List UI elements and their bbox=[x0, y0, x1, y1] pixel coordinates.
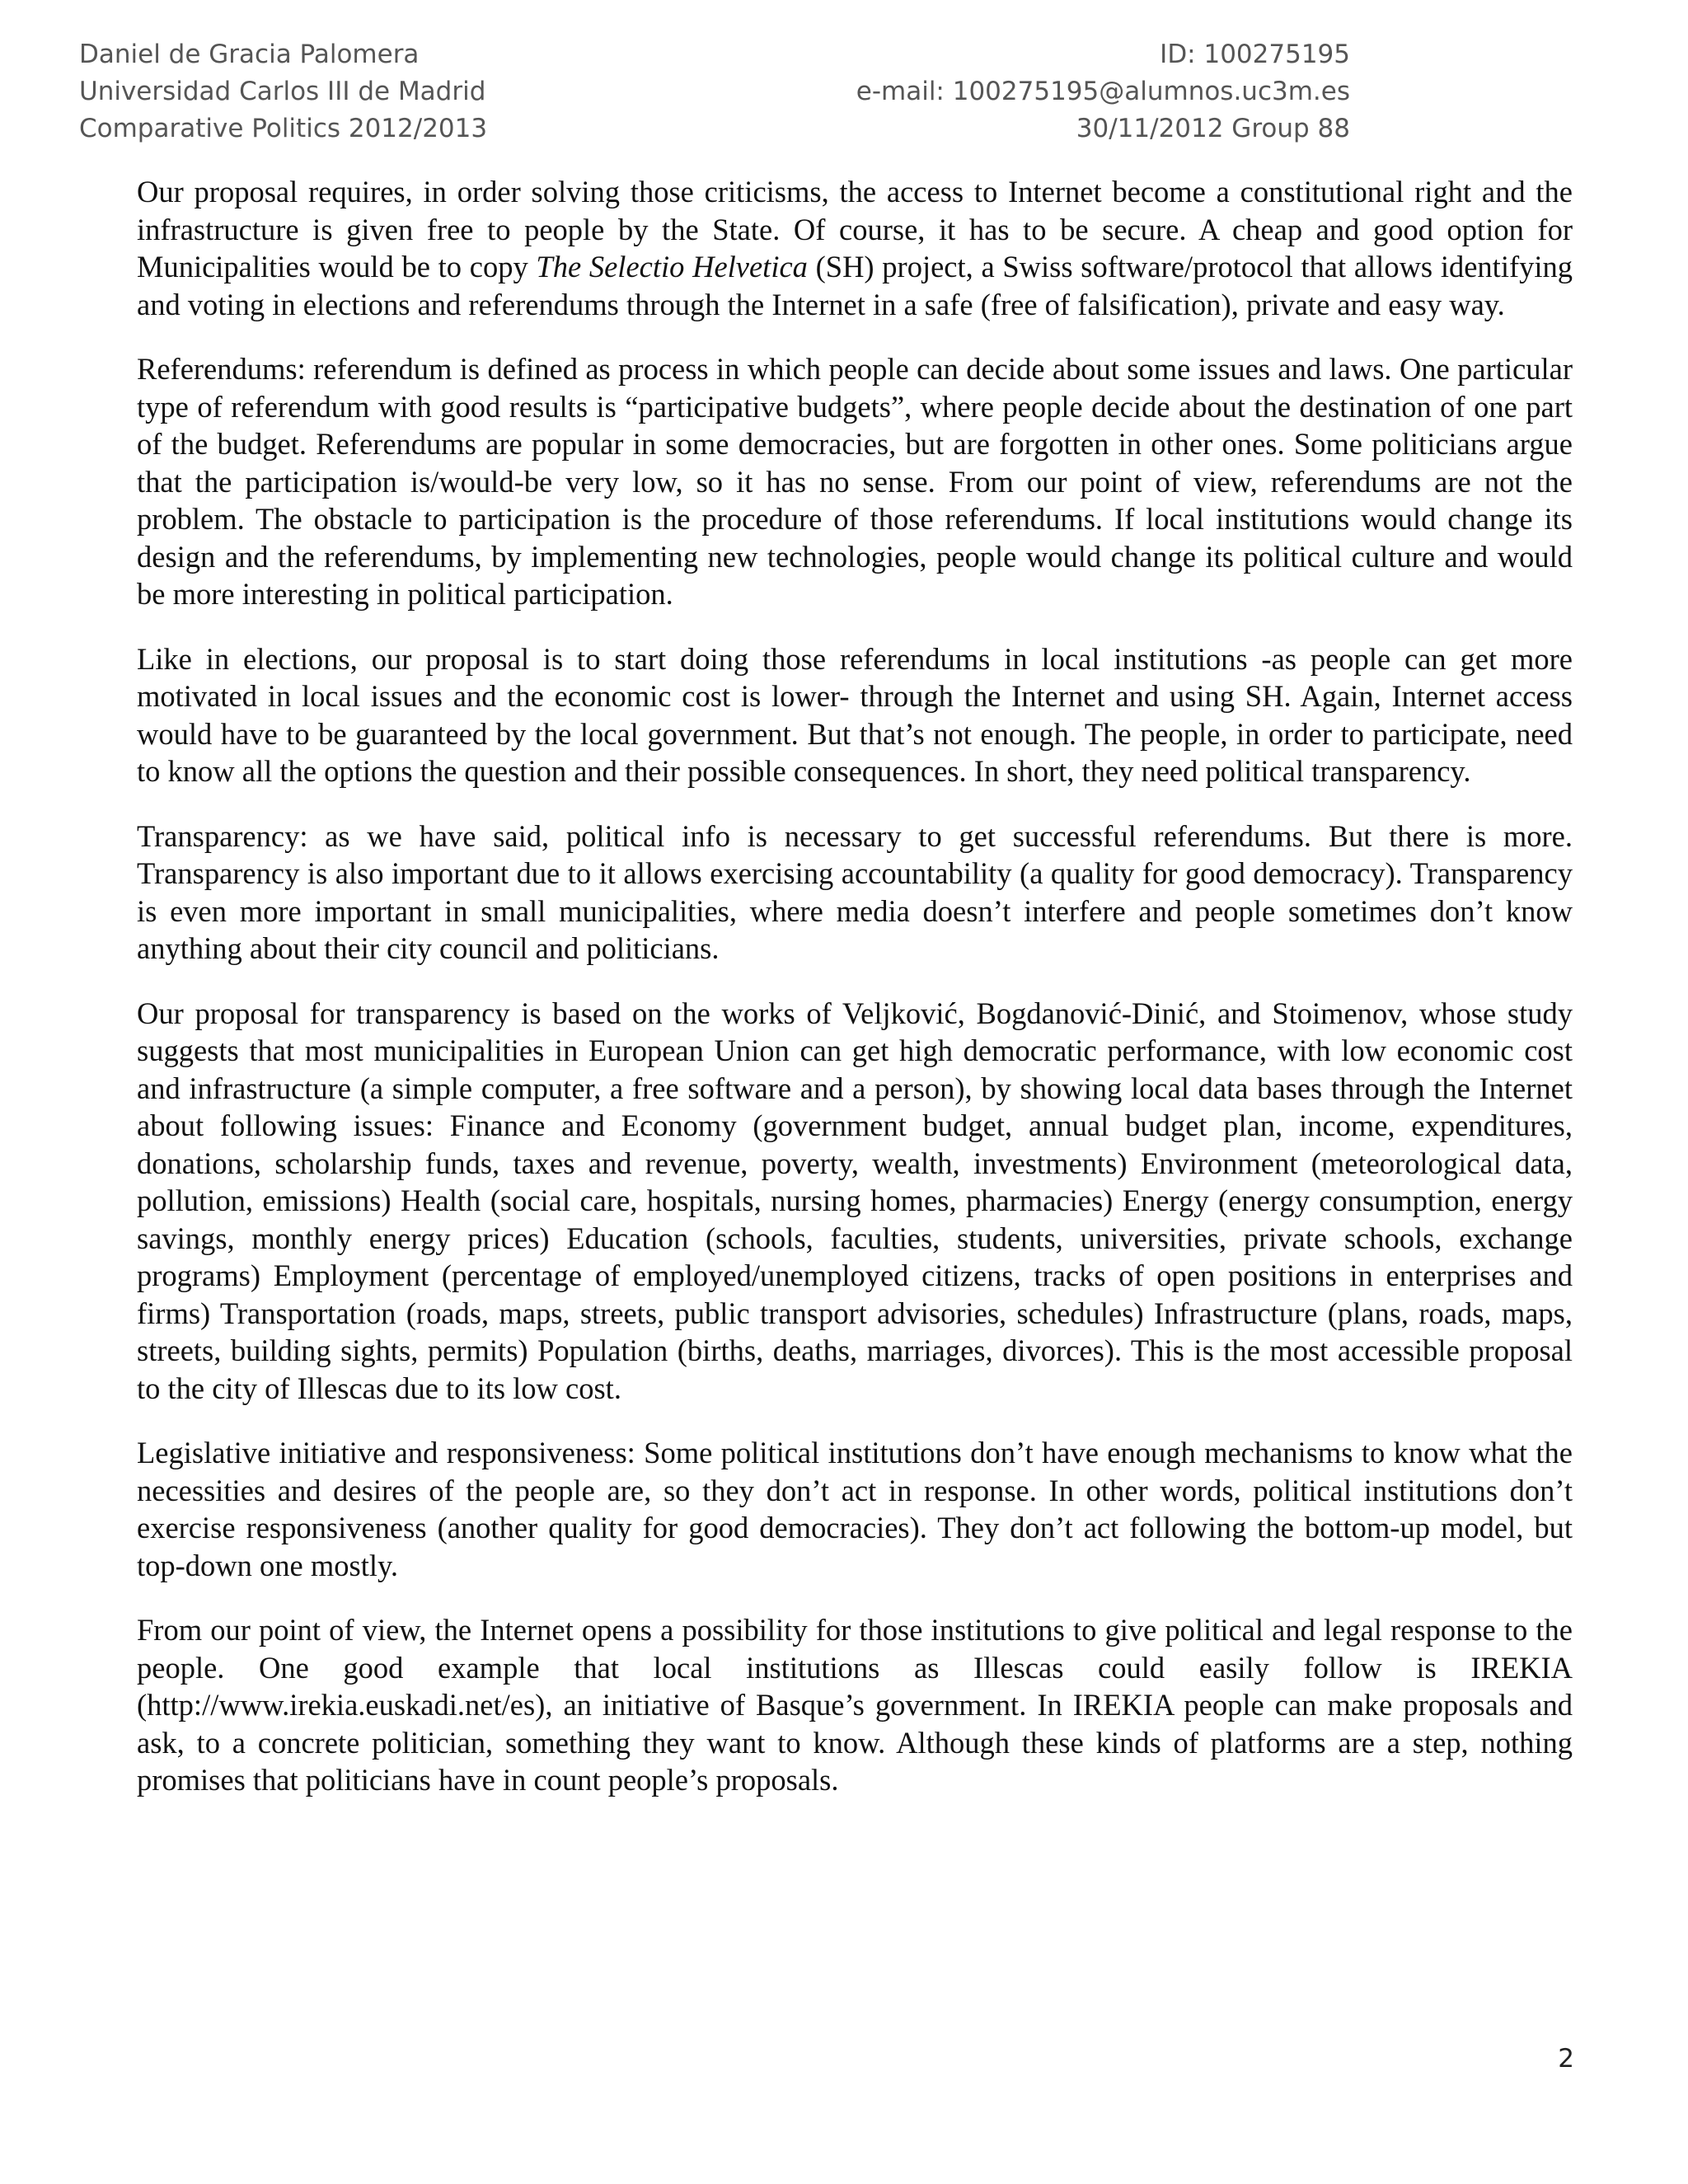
university-name: Universidad Carlos III de Madrid bbox=[79, 77, 486, 106]
date-group: 30/11/2012 Group 88 bbox=[1076, 114, 1350, 143]
author-name: Daniel de Gracia Palomera bbox=[79, 40, 420, 69]
student-id: ID: 100275195 bbox=[1160, 40, 1350, 69]
paragraph-referendums: Referendums: referendum is defined as process in which people can decide about some issues and laws. One particular type of referendum with good results is “participative budgets”, where people decide about the destination of one part of the budget. Referendums are popular in some democracies, but are forgotten in other ones. Some politicians argue that the participation is/would-be very low, so it has no sense. From our point of view, referendums are not the problem. The obstacle to participation is the procedure of those referendums. If local institutions would change its design and the referendums, by implementing new technologies, people would change its political culture and would be more interesting in political participation. bbox=[137, 352, 1573, 611]
page-header bbox=[79, 36, 1350, 148]
header-row-3 bbox=[79, 110, 1350, 148]
email-address: e-mail: 100275195@alumnos.uc3m.es bbox=[856, 77, 1350, 106]
paragraph-legislative-initiative: Legislative initiative and responsiveness: Some political institutions don’t have enough mechanisms to know what the necessities and desires of the people are, so they don’t act in response. In other words, political institutions don’t exercise responsiveness (another quality for good democracies). They don’t act following the bottom-up model, but top-down one mostly. bbox=[137, 1436, 1573, 1582]
paragraph-internet-access bbox=[137, 173, 1573, 323]
project-name-italic: The Selectio Helvetica bbox=[536, 250, 808, 284]
paragraph-transparency-proposal: Our proposal for transparency is based on the works of Veljković, Bogdanović-Dinić, and Stoimenov, whose study suggests that most municipalities in European Union can get high democratic performance, with low economic cost and infrastructure (a simple computer, a free software and a person), by showing local data bases through the Internet about following issues: Finance and Economy (government budget, annual budget plan, income, expenditures, donations, scholarship funds, taxes and revenue, poverty, wealth, investments) Environment (meteorological data, pollution, emissions) Health (social care, hospitals, nursing homes, pharmacies) Energy (energy consumption, energy savings, monthly energy prices) Education (schools, faculties, students, universities, private schools, exchange programs) Employment (percentage of employed/unemployed citizens, tracks of open positions in enterprises and firms) Transportation (roads, maps, streets, public transport advisories, schedules) Infrastructure (plans, roads, maps, streets, building sights, permits) Population (births, deaths, marriages, divorces). This is the most accessible proposal to the city of Illescas due to its low cost. bbox=[137, 996, 1573, 1405]
course-name: Comparative Politics 2012/2013 bbox=[79, 114, 488, 143]
document-body bbox=[137, 173, 1573, 1799]
paragraph-irekia: From our point of view, the Internet opens a possibility for those institutions to give political and legal response to the people. One good example that local institutions as Illescas could easily follow is IREKIA (http://www.irekia.euskadi.net/es), an initiative of Basque’s government. In IREKIA people can make proposals and ask, to a concrete politician, something they want to know. Although these kinds of platforms are a step, nothing promises that politicians have in count people’s proposals. bbox=[137, 1613, 1573, 1797]
header-row-2 bbox=[79, 73, 1350, 110]
page-number: 2 bbox=[1558, 2044, 1574, 2074]
header-row-1 bbox=[79, 36, 1350, 73]
paragraph-text: Our proposal requires, in order solving those criticisms, the access to Internet become a constitutional right and the infrastructure is given free to people by the State. Of course, it has to be secure. A cheap and good option for Municipalities would be to copy bbox=[137, 175, 1573, 284]
paragraph-elections-proposal: Like in elections, our proposal is to start doing those referendums in local institutions -as people can get more motivated in local issues and the economic cost is lower- through the Internet and using SH. Again, Internet access would have to be guaranteed by the local government. But that’s not enough. The people, in order to participate, need to know all the options the question and their possible consequences. In short, they need political transparency. bbox=[137, 641, 1573, 788]
paragraph-text: (SH) project, a Swiss software/protocol that allows identifying and voting in elections and referendums through the Internet in a safe (free of falsification), private and easy way. bbox=[137, 250, 1573, 321]
paragraph-transparency: Transparency: as we have said, political info is necessary to get successful referendums. But there is more. Transparency is also important due to it allows exercising accountability (a quality for good democracy). Transparency is even more important in small municipalities, where media doesn’t interfere and people sometimes don’t know anything about their city council and politicians. bbox=[137, 818, 1573, 965]
